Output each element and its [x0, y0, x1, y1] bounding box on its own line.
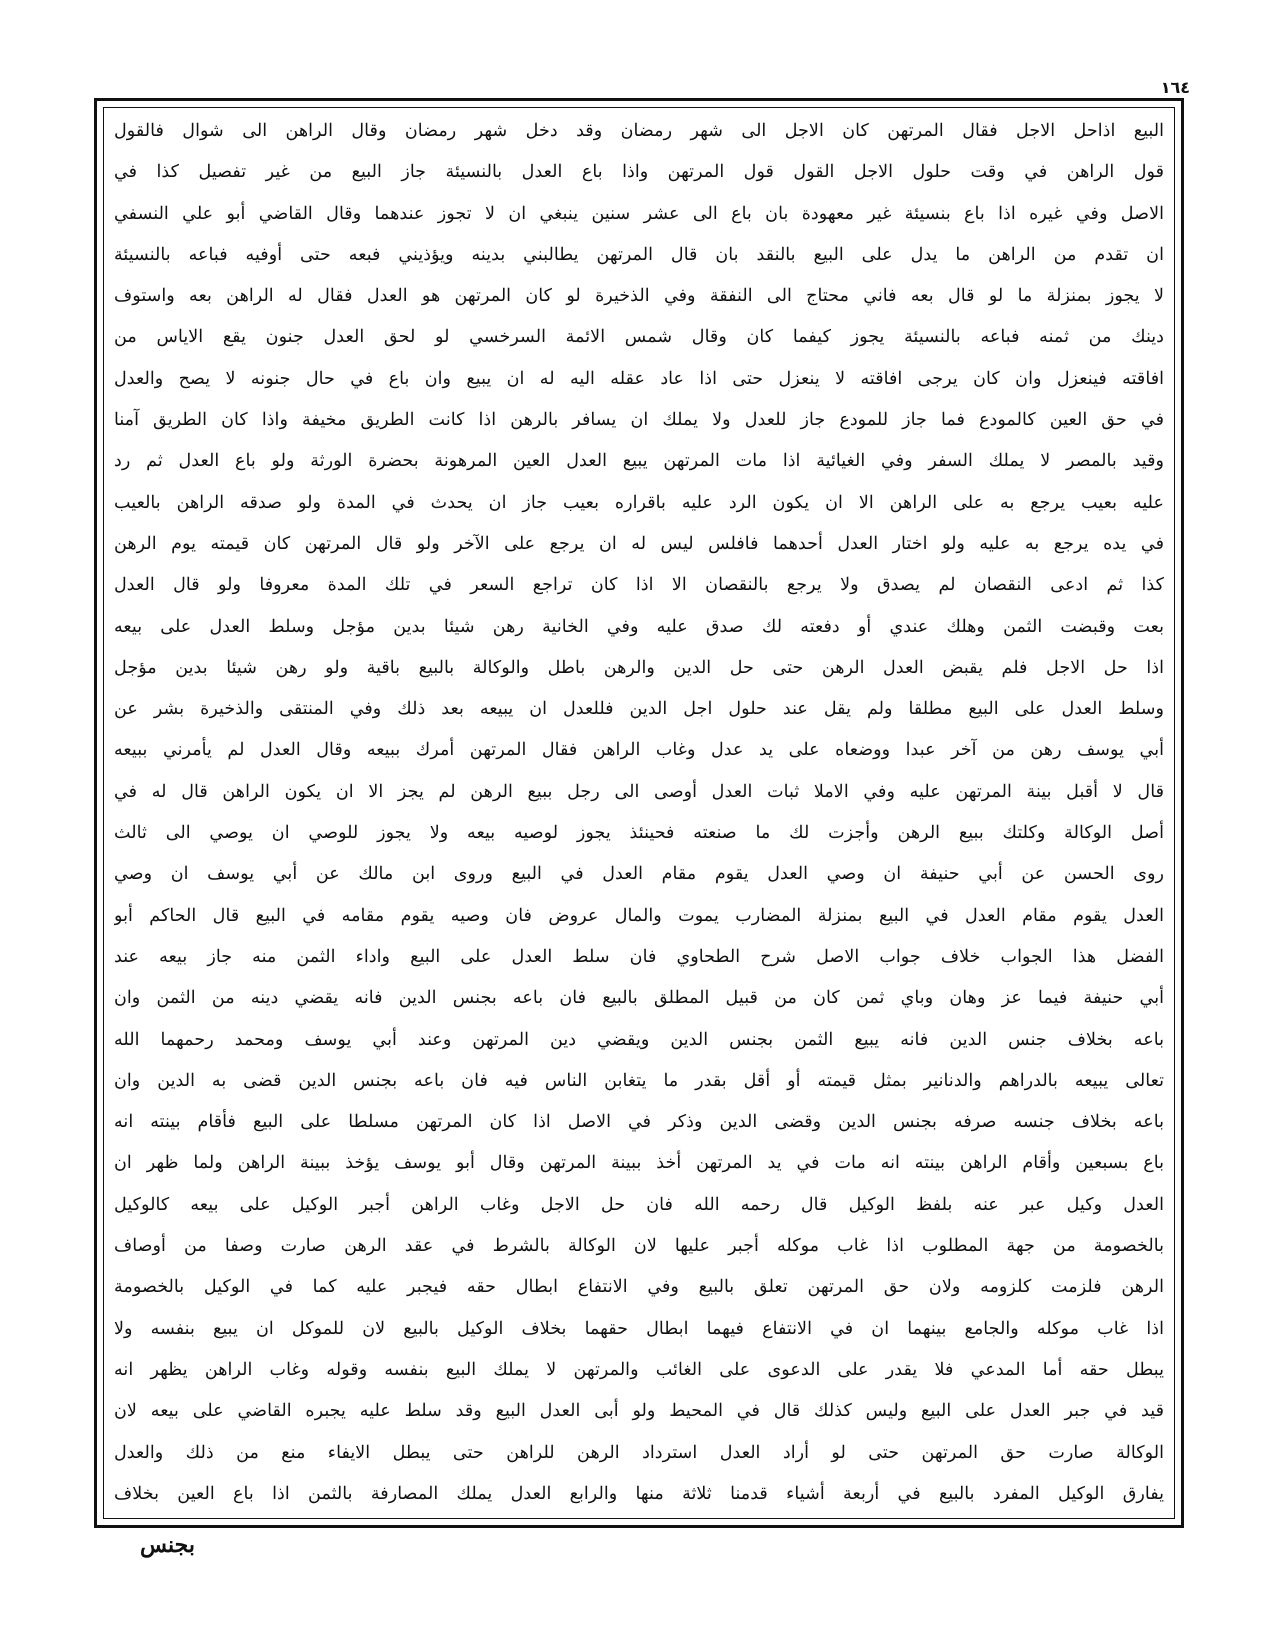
text-line: الوكالة صارت حق المرتهن حتى لو أراد العدل استرداد الرهن للراهن حتى يبطل الايفاء منع من ذلك والعدل [114, 1442, 1164, 1463]
text-line: ان تقدم من الراهن ما يدل على البيع بالنقد بان قال المرتهن يطالبني بدينه ويؤذيني فبعه حتى أوفيه فباعه بالنسيئة [114, 244, 1164, 265]
catchword: بجنس [140, 1532, 196, 1558]
text-line: وقيد بالمصر لا يملك السفر وفي الغيائية اذا مات المرتهن يبيع العدل العين المرهونة بحضرة الورثة ولو باع العدل ثم رد [114, 451, 1164, 472]
text-line: باع بسبعين وأقام الراهن بينته انه مات في يد المرتهن أخذ ببينة المرتهن وقال أبو يوسف يؤخذ ببينة الراهن ولما ظهر ان [114, 1153, 1164, 1174]
text-line: قيد في جبر العدل على البيع وليس كذلك قال في المحيط ولو أبى العدل البيع وقد سلط عليه يجبره القاضي على بيعه لان [114, 1401, 1164, 1422]
text-line: افاقته فينعزل وان كان يرجى افاقته لا ينعزل حتى اذا عاد عقله اليه له ان يبيع وان باع في حال جنونه لا يصح والعدل [114, 368, 1164, 389]
text-line: يبطل حقه أما المدعي فلا يقدر على الدعوى على الغائب والمرتهن لا يملك البيع بنفسه وقوله وغاب الراهن يظهر انه [114, 1359, 1164, 1380]
text-line: قول الراهن في وقت حلول الاجل القول قول المرتهن واذا باع العدل بالنسيئة جاز البيع من غير تفصيل كذا في [114, 162, 1164, 183]
text-line: البيع اذاحل الاجل فقال المرتهن كان الاجل الى شهر رمضان وقد دخل شهر رمضان وقال الراهن الى شوال فالقول [114, 121, 1164, 141]
text-line: وسلط العدل على البيع مطلقا ولم يقل عند حلول اجل الدين فللعدل ان يبيعه بعد ذلك وفي المنتقى والذخيرة بشر عن [114, 699, 1164, 720]
text-block [114, 112, 1164, 1514]
text-line: الاصل وفي غيره اذا باع بنسيئة غير معهودة بان باع الى عشر سنين ينبغي ان لا تجوز عندهما وقال القاضي أبو علي النسفي [114, 203, 1164, 224]
text-line: في حق العين كالمودع فما جاز للمودع جاز للعدل ولا يملك ان يسافر بالرهن اذا كانت الطريق مخيفة واذا كان الطريق آمنا [114, 410, 1164, 431]
text-line: لا يجوز بمنزلة ما لو قال بعه فاني محتاج الى النفقة وفي الذخيرة لو كان المرتهن هو العدل فقال له الراهن بعه واستوف [114, 286, 1164, 307]
text-line: باعه بخلاف جنسه صرفه بجنس الدين وقضى الدين وذكر في الاصل اذا كان المرتهن مسلطا على البيع فأقام بينته انه [114, 1112, 1164, 1133]
text-line: أصل الوكالة وكلتك ببيع الرهن وأجزت لك ما صنعته فحينئذ يجوز لوصيه بيعه ولا يجوز للوصي ان يوصي الى ثالث [114, 823, 1164, 844]
text-line: روى الحسن عن أبي حنيفة ان وصي العدل يقوم مقام العدل في البيع وروى ابن مالك عن أبي يوسف ان وصي [114, 864, 1164, 885]
text-line: في يده يرجع به عليه ولو اختار العدل أحدهما فافلس ليس له ان يرجع على الآخر ولو قال المرتهن كان قيمته يوم الرهن [114, 533, 1164, 554]
text-line: اذا غاب موكله والجامع بينهما ان في الانتفاع فيهما ابطال حقهما بخلاف الوكيل بالبيع لان للموكل ان يبيع بنفسه ولا [114, 1318, 1164, 1339]
text-line: تعالى يبيعه بالدراهم والدنانير بمثل قيمته أو أقل بقدر ما يتغابن الناس فيه فان باعه بجنس الدين قضى به الدين وان [114, 1070, 1164, 1091]
page-border-outer [94, 98, 1184, 1528]
text-line: أبي يوسف رهن من آخر عبدا ووضعاه على يد عدل وغاب الراهن فقال المرتهن أمرك ببيعه وقال العدل لم يأمرني ببيعه [114, 740, 1164, 761]
text-line: الرهن فلزمت كلزومه ولان حق المرتهن تعلق بالبيع وفي الانتفاع ابطال حقه فيجبر عليه كما في الوكيل بالخصومة [114, 1277, 1164, 1298]
text-line: العدل وكيل عبر عنه بلفظ الوكيل قال رحمه الله فان حل الاجل وغاب الراهن أجبر الوكيل على بيعه كالوكيل [114, 1194, 1164, 1215]
page-number: ١٦٤ [1160, 78, 1190, 97]
text-line: اذا حل الاجل فلم يقبض العدل الرهن حتى حل الدين والرهن باطل والوكالة بالبيع باقية ولو رهن شيئا بدين مؤجل [114, 657, 1164, 678]
text-line: عليه بعيب يرجع به على الراهن الا ان يكون الرد عليه باقراره بعيب جاز ان يحدث في المدة ولو صدقه الراهن بالعيب [114, 492, 1164, 513]
text-line: دينك من ثمنه فباعه بالنسيئة يجوز كيفما كان وقال شمس الائمة السرخسي لو لحق العدل جنون يقع الاياس من [114, 327, 1164, 348]
text-line: باعه بخلاف جنس الدين فانه يبيع الثمن بجنس الدين ويقضي دين المرتهن وعند أبي يوسف ومحمد رحمهما الله [114, 1029, 1164, 1050]
text-line: العدل يقوم مقام العدل في البيع بمنزلة المضارب يموت والمال عروض فان وصيه يقوم مقامه في البيع قال الحاكم أبو [114, 905, 1164, 926]
text-line: الفضل هذا الجواب خلاف جواب الاصل شرح الطحاوي فان سلط العدل على البيع واداء الثمن منه جاز بيعه عند [114, 946, 1164, 967]
text-line: قال لا أقبل بينة المرتهن عليه وفي الاملا ثبات العدل أوصى الى رجل ببيع الرهن لم يجز الا ان يكون الراهن قال له في [114, 781, 1164, 802]
text-line: أبي حنيفة فيما عز وهان وباي ثمن كان من قبيل المطلق بالبيع فان باعه بجنس الدين فانه يقضي دينه من الثمن وان [114, 988, 1164, 1009]
text-line: بعت وقبضت الثمن وهلك عندي أو دفعته لك صدق عليه وفي الخانية رهن شيئا بدين مؤجل وسلط العدل على بيعه [114, 616, 1164, 637]
text-line: كذا ثم ادعى النقصان لم يصدق ولا يرجع بالنقصان الا اذا كان تراجع السعر في تلك المدة معروفا ولو قال العدل [114, 575, 1164, 596]
text-line: يفارق الوكيل المفرد بالبيع في أربعة أشياء قدمنا ثلاثة منها والرابع العدل يملك المصارفة بالثمن اذا باع العين بخلاف [114, 1483, 1164, 1504]
text-line: بالخصومة من جهة المطلوب اذا غاب موكله أجبر عليها لان الوكالة بالشرط في عقد الرهن صارت وصفا من أوصاف [114, 1236, 1164, 1257]
page-border-inner [103, 107, 1175, 1519]
